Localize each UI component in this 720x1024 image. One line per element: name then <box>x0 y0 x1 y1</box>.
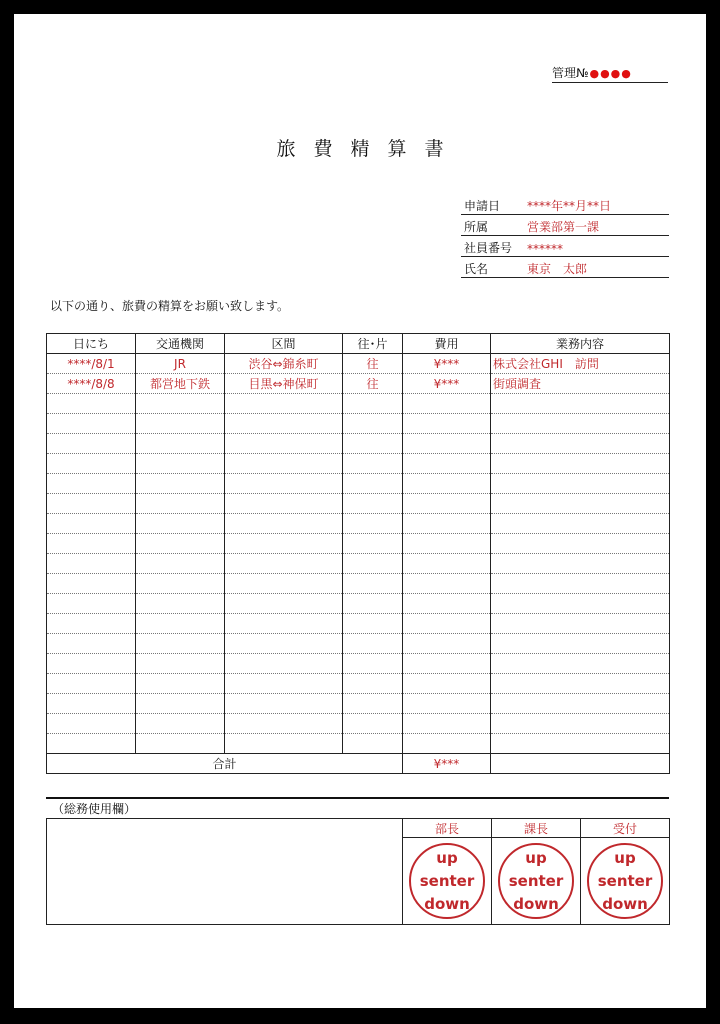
management-dots: ●●●● <box>589 67 632 80</box>
intro-text: 以下の通り、旅費の精算をお願い致します。 <box>50 299 290 313</box>
cell-business[interactable] <box>491 694 670 714</box>
table-row <box>47 514 670 534</box>
seal-stamp <box>587 843 663 919</box>
cell-business[interactable] <box>491 494 670 514</box>
cell-business[interactable] <box>491 474 670 494</box>
table-row <box>47 614 670 634</box>
cell-section[interactable] <box>225 534 343 554</box>
cell-business[interactable] <box>491 734 670 754</box>
header-cost: 費用 <box>403 334 491 354</box>
cell-trip-type[interactable] <box>343 434 403 454</box>
cell-section[interactable] <box>225 674 343 694</box>
cell-transport[interactable] <box>136 734 225 754</box>
cell-cost[interactable] <box>403 474 491 494</box>
cell-date[interactable] <box>47 514 136 534</box>
info-value: 東京 太郎 <box>527 262 588 276</box>
cell-section[interactable] <box>225 434 343 454</box>
table-row <box>47 654 670 674</box>
cell-date[interactable] <box>47 674 136 694</box>
cell-trip-type[interactable] <box>343 454 403 474</box>
cell-business[interactable] <box>491 434 670 454</box>
seal-line: senter <box>597 871 653 890</box>
cell-trip-type[interactable] <box>343 694 403 714</box>
cell-cost[interactable] <box>403 634 491 654</box>
cell-section[interactable] <box>225 394 343 414</box>
cell-transport[interactable] <box>136 614 225 634</box>
cell-section[interactable] <box>225 494 343 514</box>
header-business: 業務内容 <box>491 334 670 354</box>
cell-business[interactable] <box>491 674 670 694</box>
table-header-row <box>47 334 670 354</box>
cell-trip-type[interactable] <box>343 514 403 534</box>
expense-table <box>46 333 670 774</box>
cell-section[interactable] <box>225 414 343 434</box>
cell-date[interactable] <box>47 634 136 654</box>
cell-cost[interactable] <box>403 434 491 454</box>
cell-section[interactable] <box>225 474 343 494</box>
cell-cost[interactable] <box>403 714 491 734</box>
management-number <box>552 64 668 83</box>
cell-cost[interactable] <box>403 534 491 554</box>
info-label: 申請日 <box>464 199 501 213</box>
cell-date[interactable] <box>47 594 136 614</box>
approval-role: 受付 <box>581 819 670 838</box>
cell-date[interactable] <box>47 414 136 434</box>
cell-transport[interactable] <box>136 454 225 474</box>
table-row <box>47 474 670 494</box>
cell-trip-type[interactable] <box>343 574 403 594</box>
approval-table <box>46 818 670 925</box>
cell-trip-type[interactable] <box>343 674 403 694</box>
info-row-employee-id <box>461 236 669 257</box>
cell-cost[interactable] <box>403 614 491 634</box>
approval-header-row <box>47 819 670 838</box>
cell-trip-type[interactable] <box>343 594 403 614</box>
cell-business[interactable] <box>491 634 670 654</box>
cell-date[interactable] <box>47 734 136 754</box>
cell-date[interactable] <box>47 554 136 574</box>
table-row <box>47 714 670 734</box>
document-sheet <box>14 14 706 1008</box>
cell-date[interactable] <box>47 714 136 734</box>
info-row-name <box>461 257 669 278</box>
total-label: 合計 <box>47 754 403 774</box>
table-row <box>47 394 670 414</box>
total-value: ¥*** <box>403 754 491 774</box>
info-value: ****年**月**日 <box>527 199 612 213</box>
cell-business[interactable] <box>491 614 670 634</box>
table-row <box>47 454 670 474</box>
general-affairs-label: （総務使用欄） <box>52 802 137 816</box>
cell-transport[interactable] <box>136 534 225 554</box>
cell-date[interactable] <box>47 694 136 714</box>
cell-section[interactable] <box>225 574 343 594</box>
cell-trip-type[interactable] <box>343 654 403 674</box>
info-value: ****** <box>527 242 563 256</box>
cell-business[interactable] <box>491 574 670 594</box>
cell-transport[interactable]: JR <box>136 354 225 374</box>
cell-transport[interactable] <box>136 394 225 414</box>
cell-date[interactable] <box>47 474 136 494</box>
cell-date[interactable]: ****/8/8 <box>47 374 136 394</box>
cell-transport[interactable] <box>136 494 225 514</box>
seal-cell[interactable] <box>403 838 492 925</box>
cell-business[interactable] <box>491 394 670 414</box>
cell-business[interactable] <box>491 414 670 434</box>
header-date: 日にち <box>47 334 136 354</box>
seal-line: down <box>513 894 559 913</box>
cell-section[interactable] <box>225 554 343 574</box>
cell-business[interactable] <box>491 654 670 674</box>
cell-date[interactable] <box>47 454 136 474</box>
cell-cost[interactable] <box>403 414 491 434</box>
cell-business[interactable] <box>491 534 670 554</box>
cell-date[interactable] <box>47 394 136 414</box>
cell-trip-type[interactable] <box>343 614 403 634</box>
cell-transport[interactable] <box>136 414 225 434</box>
cell-date[interactable] <box>47 494 136 514</box>
cell-transport[interactable] <box>136 554 225 574</box>
cell-section[interactable] <box>225 454 343 474</box>
cell-date[interactable]: ****/8/1 <box>47 354 136 374</box>
table-row <box>47 674 670 694</box>
cell-trip-type[interactable] <box>343 734 403 754</box>
seal-stamp <box>498 843 574 919</box>
cell-date[interactable] <box>47 434 136 454</box>
section-divider <box>46 797 669 799</box>
cell-cost[interactable] <box>403 654 491 674</box>
approval-role: 課長 <box>492 819 581 838</box>
cell-transport[interactable] <box>136 714 225 734</box>
cell-cost[interactable] <box>403 734 491 754</box>
management-label: 管理№ <box>552 66 589 80</box>
cell-section[interactable] <box>225 634 343 654</box>
cell-transport[interactable] <box>136 694 225 714</box>
header-trip-type: 往･片 <box>343 334 403 354</box>
cell-business[interactable] <box>491 454 670 474</box>
cell-trip-type[interactable] <box>343 554 403 574</box>
cell-trip-type[interactable]: 往 <box>343 374 403 394</box>
table-row <box>47 634 670 654</box>
cell-section[interactable] <box>225 734 343 754</box>
seal-line: down <box>602 894 648 913</box>
cell-transport[interactable] <box>136 574 225 594</box>
cell-business[interactable] <box>491 594 670 614</box>
cell-transport[interactable] <box>136 674 225 694</box>
cell-cost[interactable] <box>403 574 491 594</box>
cell-business[interactable] <box>491 514 670 534</box>
seal-line: up <box>436 848 458 867</box>
seal-stamp <box>409 843 485 919</box>
cell-section[interactable] <box>225 614 343 634</box>
cell-cost[interactable]: ¥*** <box>403 354 491 374</box>
table-row <box>47 374 670 394</box>
table-row <box>47 554 670 574</box>
header-transport: 交通機関 <box>136 334 225 354</box>
cell-cost[interactable] <box>403 514 491 534</box>
info-label: 社員番号 <box>464 241 513 255</box>
cell-cost[interactable] <box>403 554 491 574</box>
cell-transport[interactable] <box>136 514 225 534</box>
info-row-date <box>461 194 669 215</box>
cell-trip-type[interactable] <box>343 534 403 554</box>
header-section: 区間 <box>225 334 343 354</box>
cell-date[interactable] <box>47 654 136 674</box>
seal-line: up <box>525 848 547 867</box>
cell-transport[interactable]: 都営地下鉄 <box>136 374 225 394</box>
table-row <box>47 574 670 594</box>
cell-cost[interactable]: ¥*** <box>403 374 491 394</box>
approval-role: 部長 <box>403 819 492 838</box>
table-row <box>47 694 670 714</box>
table-row <box>47 534 670 554</box>
cell-trip-type[interactable] <box>343 394 403 414</box>
table-row <box>47 414 670 434</box>
info-label: 所属 <box>464 220 489 234</box>
cell-section[interactable] <box>225 694 343 714</box>
cell-trip-type[interactable] <box>343 634 403 654</box>
info-value: 営業部第一課 <box>527 220 600 234</box>
info-label: 氏名 <box>464 262 489 276</box>
cell-business[interactable] <box>491 714 670 734</box>
cell-business[interactable]: 街頭調査 <box>491 374 670 394</box>
info-row-department <box>461 215 669 236</box>
cell-business[interactable]: 株式会社GHI 訪問 <box>491 354 670 374</box>
cell-section[interactable] <box>225 654 343 674</box>
cell-cost[interactable] <box>403 494 491 514</box>
table-row <box>47 434 670 454</box>
cell-trip-type[interactable] <box>343 474 403 494</box>
cell-trip-type[interactable]: 往 <box>343 354 403 374</box>
seal-cell[interactable] <box>492 838 581 925</box>
seal-line: senter <box>508 871 564 890</box>
cell-transport[interactable] <box>136 434 225 454</box>
cell-section[interactable] <box>225 514 343 534</box>
cell-section[interactable]: 目黒⇔神保町 <box>225 374 343 394</box>
cell-cost[interactable] <box>403 694 491 714</box>
seal-line: up <box>614 848 636 867</box>
cell-cost[interactable] <box>403 394 491 414</box>
cell-trip-type[interactable] <box>343 494 403 514</box>
cell-cost[interactable] <box>403 594 491 614</box>
cell-transport[interactable] <box>136 474 225 494</box>
cell-section[interactable]: 渋谷⇔錦糸町 <box>225 354 343 374</box>
cell-transport[interactable] <box>136 634 225 654</box>
applicant-info <box>461 194 669 278</box>
cell-cost[interactable] <box>403 454 491 474</box>
total-row <box>47 754 670 774</box>
table-row <box>47 494 670 514</box>
seal-cell[interactable] <box>581 838 670 925</box>
cell-transport[interactable] <box>136 594 225 614</box>
table-row <box>47 594 670 614</box>
seal-line: senter <box>419 871 475 890</box>
cell-business[interactable] <box>491 554 670 574</box>
total-blank <box>491 754 670 774</box>
cell-trip-type[interactable] <box>343 714 403 734</box>
seal-line: down <box>424 894 470 913</box>
cell-date[interactable] <box>47 614 136 634</box>
cell-cost[interactable] <box>403 674 491 694</box>
cell-section[interactable] <box>225 594 343 614</box>
cell-date[interactable] <box>47 534 136 554</box>
cell-section[interactable] <box>225 714 343 734</box>
expense-rows <box>47 354 670 754</box>
document-title: 旅費精算書 <box>276 138 462 160</box>
cell-transport[interactable] <box>136 654 225 674</box>
cell-trip-type[interactable] <box>343 414 403 434</box>
general-affairs-area <box>47 819 403 925</box>
table-row <box>47 734 670 754</box>
cell-date[interactable] <box>47 574 136 594</box>
table-row <box>47 354 670 374</box>
